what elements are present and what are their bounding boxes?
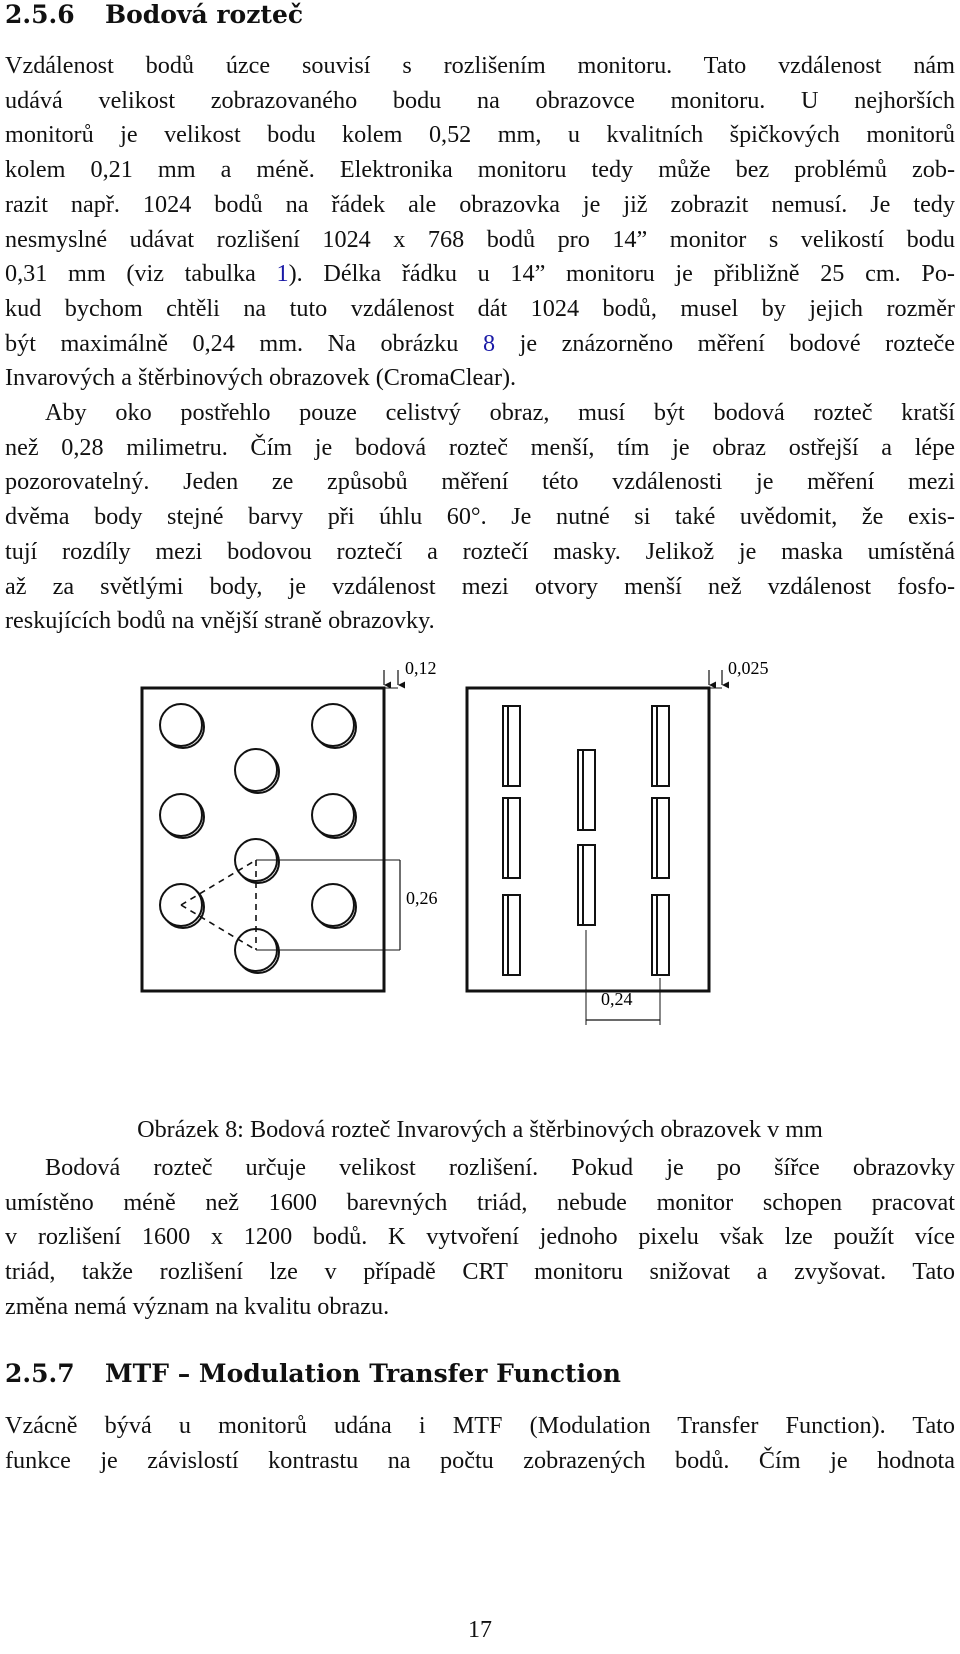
text-line: triád, takže rozlišení lze v případě CRT monitoru snižovat a zvyšovat. Tato xyxy=(5,1258,955,1286)
dot-hole xyxy=(312,884,356,928)
text-line: být maximálně 0,24 mm. Na obrázku 8 je znázorněno měření bodové rozteče xyxy=(5,329,955,357)
dot-hole xyxy=(235,839,279,883)
text-line: umístěno méně než 1600 barevných triád, nebude monitor schopen pracovat xyxy=(5,1188,955,1216)
slot-hole xyxy=(503,895,520,975)
section-title: Bodová rozteč xyxy=(105,0,304,29)
dot-hole xyxy=(160,704,204,748)
label-dot-size: 0,12 xyxy=(405,658,437,678)
slot-hole xyxy=(503,706,520,786)
section-heading-2-5-7 xyxy=(5,1359,621,1389)
text-line: nesmyslné udávat rozlišení 1024 x 768 bodů pro 14” monitor s velikostí bodu xyxy=(5,225,955,253)
text-line: Bodová rozteč určuje velikost rozlišení. Pokud je po šířce obrazovky xyxy=(45,1154,955,1181)
text-line: v rozlišení 1600 x 1200 bodů. K vytvoření jednoho pixelu však lze použít více xyxy=(5,1223,955,1251)
slot-hole xyxy=(652,706,669,786)
text-line: Aby oko postřehlo pouze celistvý obraz, musí být bodová rozteč kratší xyxy=(45,399,955,426)
slot-mask-panel xyxy=(467,658,769,1025)
text-line: udává velikost zobrazovaného bodu na obrazovce monitoru. U nejhorších xyxy=(5,86,955,114)
text-line: razit např. 1024 bodů na řádek ale obrazovka je již zobrazit nemusí. Je tedy xyxy=(5,190,955,218)
section-heading-2-5-6 xyxy=(5,0,303,30)
text-line: monitorů je velikost bodu kolem 0,52 mm, u kvalitních špičkových monitorů xyxy=(5,121,955,149)
paragraph-dot-pitch-intro xyxy=(5,49,955,396)
text-line: reskujících bodů na vnější straně obrazovky. xyxy=(5,607,435,635)
text-line: Invarových a štěrbinových obrazovek (CromaClear). xyxy=(5,364,517,392)
slot-hole xyxy=(652,798,669,878)
text-line: než 0,28 milimetru. Čím je bodová rozteč menší, tím je obraz ostřejší a lépe xyxy=(5,433,955,461)
dot-hole xyxy=(235,929,279,973)
text-line: změna nemá význam na kvalitu obrazu. xyxy=(5,1292,390,1320)
dot-hole xyxy=(160,794,204,838)
label-pitch-horizontal: 0,24 xyxy=(601,989,633,1009)
section-number: 2.5.6 xyxy=(5,0,75,29)
section-title: MTF – Modulation Transfer Function xyxy=(105,1359,621,1388)
text-line: 0,31 mm (viz tabulka 1). Délka řádku u 14” monitoru je přibližně 25 cm. Po- xyxy=(5,260,955,288)
paragraph-resolution xyxy=(5,1151,955,1325)
text-line: tují rozdíly mezi bodovou roztečí a roztečí masky. Jelikož je maska umístěná xyxy=(5,537,955,565)
label-pitch-vertical: 0,26 xyxy=(406,888,438,908)
slot-hole xyxy=(503,798,520,878)
dot-hole xyxy=(235,749,279,793)
table-reference-link[interactable]: 1 xyxy=(276,260,289,288)
text-line: pozorovatelný. Jeden ze způsobů měření této vzdálenosti je měření mezi xyxy=(5,468,955,496)
paragraph-pitch-perception xyxy=(5,396,955,639)
figure-reference-link[interactable]: 8 xyxy=(482,329,496,357)
dot-hole xyxy=(312,704,356,748)
text-line: Vzácně bývá u monitorů udána i MTF (Modulation Transfer Function). Tato xyxy=(5,1412,955,1439)
paragraph-mtf xyxy=(5,1409,955,1478)
label-slot-width: 0,025 xyxy=(728,658,769,678)
text-line: až za světlými body, je vzdálenost mezi otvory menší než vzdálenost fosfo- xyxy=(5,572,955,600)
text-line: dvěma body stejné barvy při úhlu 60°. Je nutné si také uvědomit, že exis- xyxy=(5,503,955,531)
dot-hole xyxy=(312,794,356,838)
slot-hole xyxy=(652,895,669,975)
slot-hole xyxy=(578,845,595,925)
text-line: kolem 0,21 mm a méně. Elektronika monitoru tedy může bez problémů zob- xyxy=(5,156,955,184)
page-number: 17 xyxy=(468,1617,492,1643)
figure-caption: Obrázek 8: Bodová rozteč Invarových a štěrbinových obrazovek v mm xyxy=(137,1116,823,1143)
text-line: funkce je závislostí kontrastu na počtu zobrazených bodů. Čím je hodnota xyxy=(5,1446,955,1474)
dot-pitch-figure xyxy=(0,658,960,1080)
text-line: Vzdálenost bodů úzce souvisí s rozlišením monitoru. Tato vzdálenost nám xyxy=(5,52,955,79)
slot-hole xyxy=(578,750,595,830)
section-number: 2.5.7 xyxy=(5,1359,75,1388)
text-line: kud bychom chtěli na tuto vzdálenost dát 1024 bodů, musel by jejich rozměr xyxy=(5,294,955,322)
invar-mask-panel xyxy=(142,658,438,991)
